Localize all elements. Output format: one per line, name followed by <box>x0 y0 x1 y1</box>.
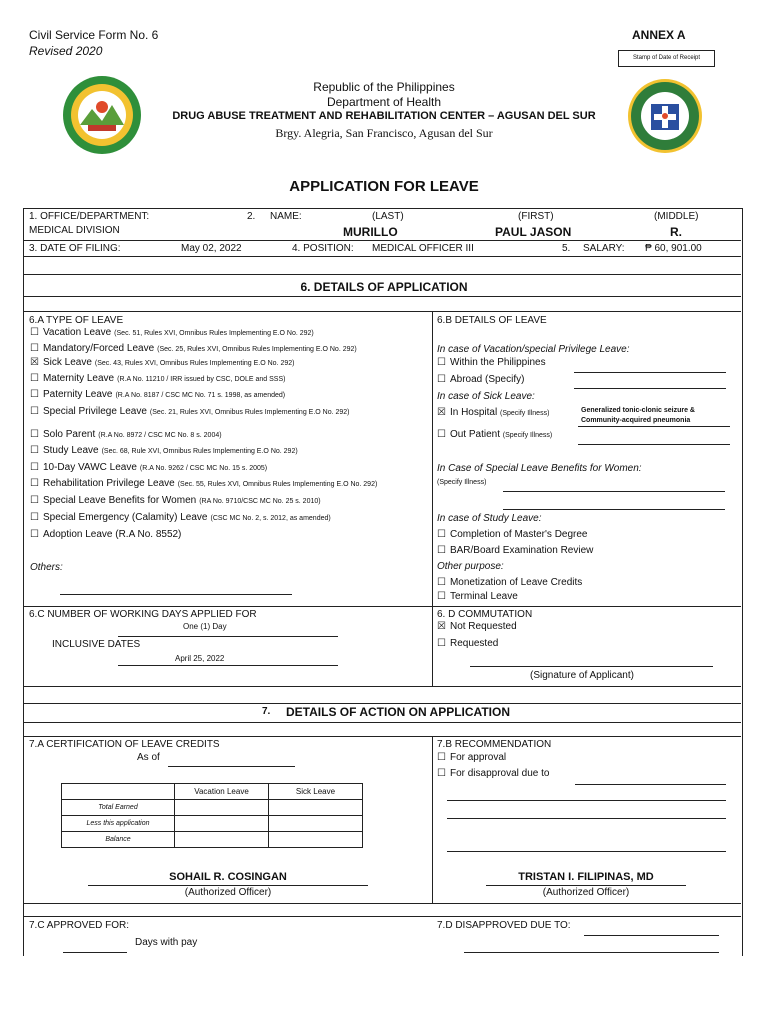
center-name: DRUG ABUSE TREATMENT AND REHABILITATION CENTER – AGUSAN DEL SUR <box>172 110 596 122</box>
study-case-label: In case of Study Leave: <box>437 513 542 524</box>
checkbox-icon[interactable]: ☐ <box>437 429 446 440</box>
checkbox-icon[interactable]: ☐ <box>437 545 446 556</box>
leave-type-option[interactable] <box>30 429 222 440</box>
leave-type-label: 10-Day VAWC Leave <box>42 462 137 473</box>
checkbox-icon[interactable]: ☐ <box>30 327 39 338</box>
name-number: 2. <box>247 211 256 222</box>
salary-number: 5. <box>562 243 571 254</box>
within-philippines-option[interactable]: ☐ Within the Philippines <box>437 357 546 368</box>
leave-type-option[interactable] <box>30 406 350 417</box>
certifying-officer-name: SOHAIL R. COSINGAN <box>169 871 287 883</box>
details-of-leave-title: 6.B DETAILS OF LEAVE <box>437 315 547 326</box>
col-sick: Sick Leave <box>269 784 363 800</box>
not-requested-option[interactable]: ☒ Not Requested <box>437 621 517 632</box>
vacation-case-label: In case of Vacation/special Privilege Leave: <box>437 344 630 355</box>
abroad-option[interactable]: ☐ Abroad (Specify) <box>437 374 525 385</box>
checkbox-icon[interactable]: ☐ <box>30 445 39 456</box>
checkbox-icon[interactable]: ☐ <box>437 752 446 763</box>
working-days-title: 6.C NUMBER OF WORKING DAYS APPLIED FOR <box>29 609 257 620</box>
checkbox-icon[interactable]: ☐ <box>30 495 39 506</box>
col-vacation: Vacation Leave <box>175 784 269 800</box>
certifying-officer-role: (Authorized Officer) <box>184 887 272 898</box>
middle-name-label: (MIDDLE) <box>654 211 699 222</box>
leave-type-option[interactable] <box>30 343 357 354</box>
checkbox-icon[interactable]: ☐ <box>437 768 446 779</box>
others-line[interactable] <box>60 594 292 595</box>
days-with-pay-field[interactable] <box>63 952 127 953</box>
leave-type-option[interactable] <box>30 495 321 506</box>
row-total-earned: Total Earned <box>62 800 175 816</box>
revised-note: Revised 2020 <box>29 44 103 58</box>
middle-name-value: R. <box>670 225 682 239</box>
checkbox-icon[interactable]: ☐ <box>30 406 39 417</box>
leave-type-label: Special Privilege Leave <box>42 406 147 417</box>
sick-case-label: In case of Sick Leave: <box>437 391 535 402</box>
leave-type-reference: (R.A No. 11210 / IRR issued by CSC, DOLE and SSS) <box>117 376 286 383</box>
women-specify-illness: (Specify Illness) <box>437 479 487 486</box>
checkbox-icon[interactable]: ☐ <box>437 591 446 602</box>
position-value: MEDICAL OFFICER III <box>372 243 474 254</box>
checkbox-icon[interactable]: ☐ <box>30 373 39 384</box>
last-name-value: MURILLO <box>343 225 398 239</box>
leave-type-option[interactable] <box>30 462 267 473</box>
form-number: Civil Service Form No. 6 <box>29 28 159 42</box>
commutation-title: 6. D COMMUTATION <box>437 609 533 620</box>
leave-type-label: Paternity Leave <box>42 389 113 400</box>
checked-checkbox-icon[interactable]: ☒ <box>437 407 446 418</box>
applicant-signature-label: (Signature of Applicant) <box>530 670 634 681</box>
leave-type-reference: (Sec. 43, Rules XVI, Omnibus Rules Implementing E.O No. 292) <box>94 360 295 367</box>
others-label: Others: <box>30 562 63 573</box>
position-label: 4. POSITION: <box>292 243 354 254</box>
monetization-option[interactable]: ☐ Monetization of Leave Credits <box>437 577 583 588</box>
type-of-leave-title: 6.A TYPE OF LEAVE <box>29 315 124 326</box>
approved-for-title: 7.C APPROVED FOR: <box>29 920 130 931</box>
masters-option[interactable]: ☐ Completion of Master's Degree <box>437 529 588 540</box>
requested-option[interactable]: ☐ Requested <box>437 638 499 649</box>
leave-type-label: Sick Leave <box>42 357 92 368</box>
recommendation-title: 7.B RECOMMENDATION <box>437 739 552 750</box>
leave-type-reference: (Sec. 68, Rule XVI, Omnibus Rules Implementing E.O No. 292) <box>101 448 298 455</box>
leave-type-reference: (Sec. 25, Rules XVI, Omnibus Rules Implementing E.O No. 292) <box>157 346 357 353</box>
first-name-label: (FIRST) <box>518 211 554 222</box>
leave-type-reference: (Sec. 21, Rules XVI, Omnibus Rules Implementing E.O No. 292) <box>149 409 350 416</box>
section7-number: 7. <box>262 706 271 717</box>
leave-type-option[interactable] <box>30 478 377 489</box>
checkbox-icon[interactable]: ☐ <box>30 529 39 540</box>
leave-type-reference: (R.A No. 8972 / CSC MC No. 8 s. 2004) <box>98 432 222 439</box>
checkbox-icon[interactable]: ☐ <box>437 374 446 385</box>
checkbox-icon[interactable]: ☐ <box>437 357 446 368</box>
leave-type-option[interactable] <box>30 529 181 540</box>
checkbox-icon[interactable]: ☐ <box>30 343 39 354</box>
checkbox-icon[interactable]: ☐ <box>30 512 39 523</box>
checkbox-icon[interactable]: ☐ <box>30 429 39 440</box>
inclusive-dates-label: INCLUSIVE DATES <box>52 639 141 650</box>
in-hospital-option[interactable]: ☒ In Hospital (Specify Illness) <box>437 407 550 418</box>
leave-type-label: Mandatory/Forced Leave <box>42 343 155 354</box>
date-filing-value: May 02, 2022 <box>181 243 242 254</box>
leave-type-option[interactable] <box>30 357 294 368</box>
leave-type-option[interactable] <box>30 512 331 523</box>
checkbox-icon[interactable]: ☐ <box>30 478 39 489</box>
receipt-stamp-box: Stamp of Date of Receipt <box>618 50 715 67</box>
form-title: APPLICATION FOR LEAVE <box>289 178 479 195</box>
for-approval-option[interactable]: ☐ For approval <box>437 752 507 763</box>
bar-option[interactable]: ☐ BAR/Board Examination Review <box>437 545 594 556</box>
checked-checkbox-icon[interactable]: ☒ <box>30 357 39 368</box>
checkbox-icon[interactable]: ☐ <box>437 638 446 649</box>
leave-type-label: Maternity Leave <box>42 373 115 384</box>
recommending-officer-name: TRISTAN I. FILIPINAS, MD <box>518 871 654 883</box>
leave-type-label: Special Emergency (Calamity) Leave <box>42 512 208 523</box>
recommending-officer-role: (Authorized Officer) <box>542 887 630 898</box>
inclusive-dates-value: April 25, 2022 <box>175 654 225 663</box>
office-label: 1. OFFICE/DEPARTMENT: <box>29 211 150 222</box>
terminal-option[interactable]: ☐ Terminal Leave <box>437 591 518 602</box>
date-filing-label: 3. DATE OF FILING: <box>29 243 121 254</box>
leave-type-reference: (CSC MC No. 2, s. 2012, as amended) <box>210 515 331 522</box>
leave-type-reference: (R.A No. 8187 / CSC MC No. 71 s. 1998, as amended) <box>115 392 286 399</box>
leave-credits-table <box>61 783 363 848</box>
center-address: Brgy. Alegria, San Francisco, Agusan del Sur <box>275 126 493 140</box>
checkbox-icon[interactable]: ☐ <box>30 462 39 473</box>
disapproved-title: 7.D DISAPPROVED DUE TO: <box>437 920 571 931</box>
leave-type-reference: (Sec. 55, Rules XVI, Omnibus Rules Implementing E.O No. 292) <box>177 481 378 488</box>
first-name-value: PAUL JASON <box>495 225 572 239</box>
leave-credits-title: 7.A CERTIFICATION OF LEAVE CREDITS <box>29 739 220 750</box>
leave-type-label: Special Leave Benefits for Women <box>42 495 197 506</box>
checkbox-icon[interactable]: ☐ <box>30 389 39 400</box>
checked-checkbox-icon[interactable]: ☒ <box>437 621 446 632</box>
leave-type-option[interactable] <box>30 389 285 400</box>
leave-type-reference: (RA No. 9710/CSC MC No. 25 s. 2010) <box>199 498 321 505</box>
working-days-value: One (1) Day <box>183 622 227 631</box>
leave-type-label: Study Leave <box>42 445 99 456</box>
for-disapproval-option[interactable]: ☐ For disapproval due to <box>437 768 550 779</box>
annex-label: ANNEX A <box>632 28 686 42</box>
out-patient-option[interactable]: ☐ Out Patient (Specify Illness) <box>437 429 553 440</box>
leave-type-reference: (R.A No. 9262 / CSC MC No. 15 s. 2005) <box>139 465 268 472</box>
section7-title: DETAILS OF ACTION ON APPLICATION <box>286 705 510 719</box>
leave-type-option[interactable] <box>30 327 314 338</box>
leave-type-label: Solo Parent <box>42 429 96 440</box>
section6-title: 6. DETAILS OF APPLICATION <box>300 280 468 294</box>
salary-label: SALARY: <box>583 243 625 254</box>
last-name-label: (LAST) <box>372 211 404 222</box>
row-balance: Balance <box>62 832 175 848</box>
illness-value: Generalized tonic-clonic seizure & Community-acquired pneumonia <box>581 407 695 424</box>
as-of-label: As of <box>137 752 160 763</box>
leave-type-option[interactable] <box>30 445 298 456</box>
leave-type-option[interactable] <box>30 373 285 384</box>
other-purpose-label: Other purpose: <box>437 561 504 572</box>
row-less-application: Less this application <box>62 816 175 832</box>
checkbox-icon[interactable]: ☐ <box>437 577 446 588</box>
leave-type-label: Adoption Leave (R.A No. 8552) <box>42 529 182 540</box>
leave-type-label: Vacation Leave <box>42 327 112 338</box>
department-line: Department of Health <box>326 95 442 109</box>
republic-line: Republic of the Philippines <box>313 80 455 94</box>
checkbox-icon[interactable]: ☐ <box>437 529 446 540</box>
office-value: MEDICAL DIVISION <box>29 225 120 236</box>
salary-value: ₱ 60, 901.00 <box>645 243 702 254</box>
leave-type-label: Rehabilitation Privilege Leave <box>42 478 175 489</box>
name-label: NAME: <box>270 211 302 222</box>
leave-type-reference: (Sec. 51, Rules XVI, Omnibus Rules Implementing E.O No. 292) <box>114 330 314 337</box>
days-with-pay-label: Days with pay <box>135 937 198 948</box>
women-case-label: In Case of Special Leave Benefits for Women: <box>437 463 642 474</box>
